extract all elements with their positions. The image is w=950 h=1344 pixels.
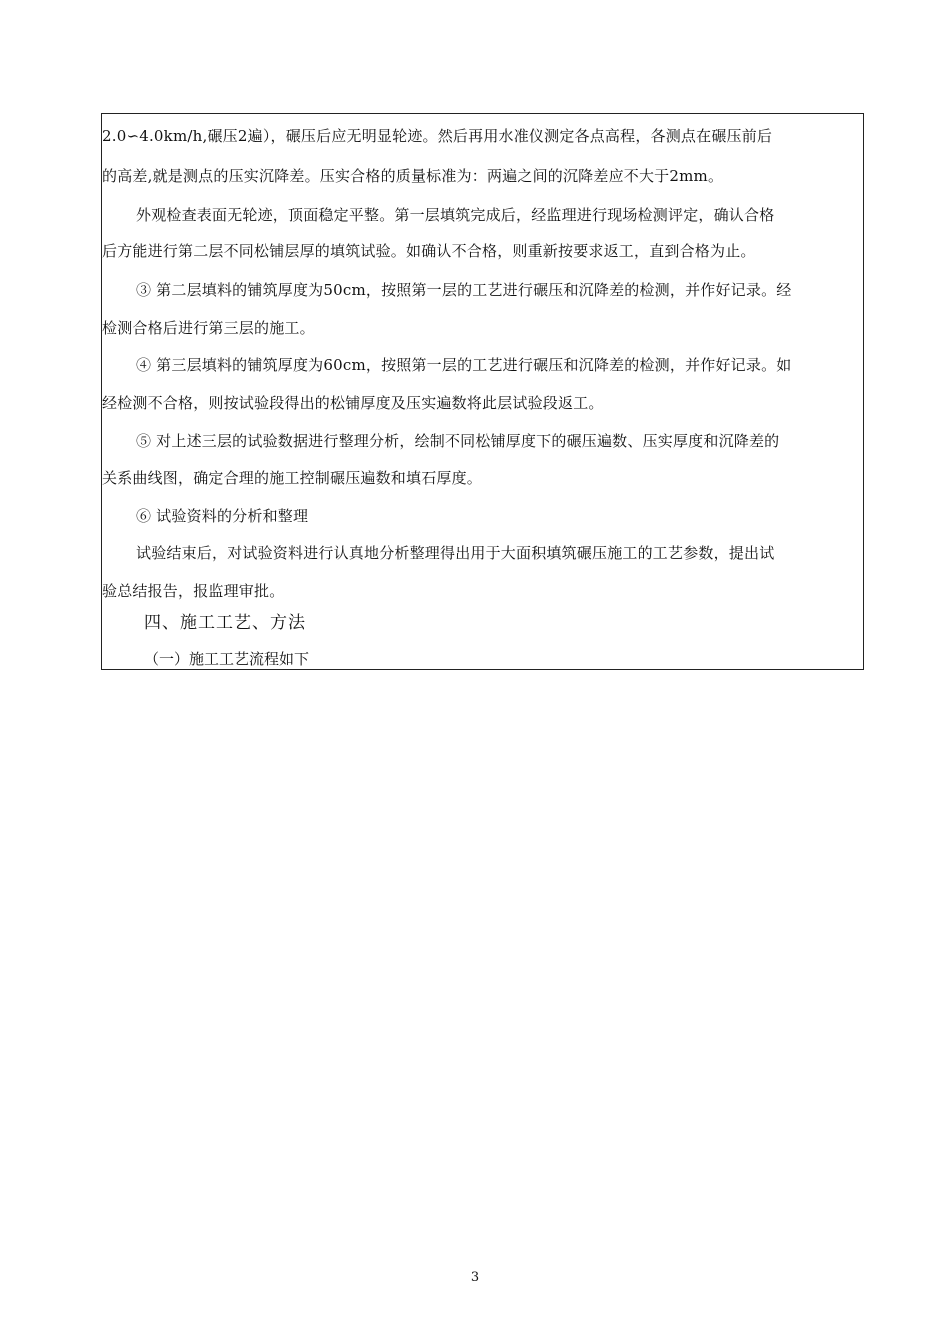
paragraph-line: 的高差,就是测点的压实沉降差。压实合格的质量标准为：两遍之间的沉降差应不大于2mm。 xyxy=(102,167,724,185)
page-number: 3 xyxy=(470,1270,480,1285)
paragraph-line: 经检测不合格，则按试验段得出的松铺厚度及压实遍数将此层试验段返工。 xyxy=(102,394,604,412)
paragraph-line: 检测合格后进行第三层的施工。 xyxy=(102,319,315,337)
paragraph-line: ③ 第二层填料的铺筑厚度为50cm，按照第一层的工艺进行碾压和沉降差的检测，并作好记录。经 xyxy=(136,281,792,299)
section-heading: 四、施工工艺、方法 xyxy=(144,613,306,633)
paragraph-line: 后方能进行第二层不同松铺层厚的填筑试验。如确认不合格，则重新按要求返工，直到合格为止。 xyxy=(102,242,756,260)
paragraph-line: 关系曲线图，确定合理的施工控制碾压遍数和填石厚度。 xyxy=(102,469,483,487)
paragraph-line: 试验结束后，对试验资料进行认真地分析整理得出用于大面积填筑碾压施工的工艺参数，提出试 xyxy=(136,544,775,562)
paragraph-line: ⑥ 试验资料的分析和整理 xyxy=(136,507,309,525)
paragraph-line: ④ 第三层填料的铺筑厚度为60cm，按照第一层的工艺进行碾压和沉降差的检测，并作好记录。如 xyxy=(136,356,792,374)
subsection-heading: （一）施工工艺流程如下 xyxy=(144,650,310,668)
paragraph-line: ⑤ 对上述三层的试验数据进行整理分析，绘制不同松铺厚度下的碾压遍数、压实厚度和沉降差的 xyxy=(136,432,780,450)
paragraph-line: 外观检查表面无轮迹，顶面稳定平整。第一层填筑完成后，经监理进行现场检测评定，确认合格 xyxy=(136,206,775,224)
paragraph-line: 2.0∽4.0km/h,碾压2遍），碾压后应无明显轮迹。然后再用水准仪测定各点高程，各测点在碾压前后 xyxy=(102,127,773,145)
content-table-cell xyxy=(101,113,864,670)
paragraph-line: 验总结报告，报监理审批。 xyxy=(102,582,285,600)
